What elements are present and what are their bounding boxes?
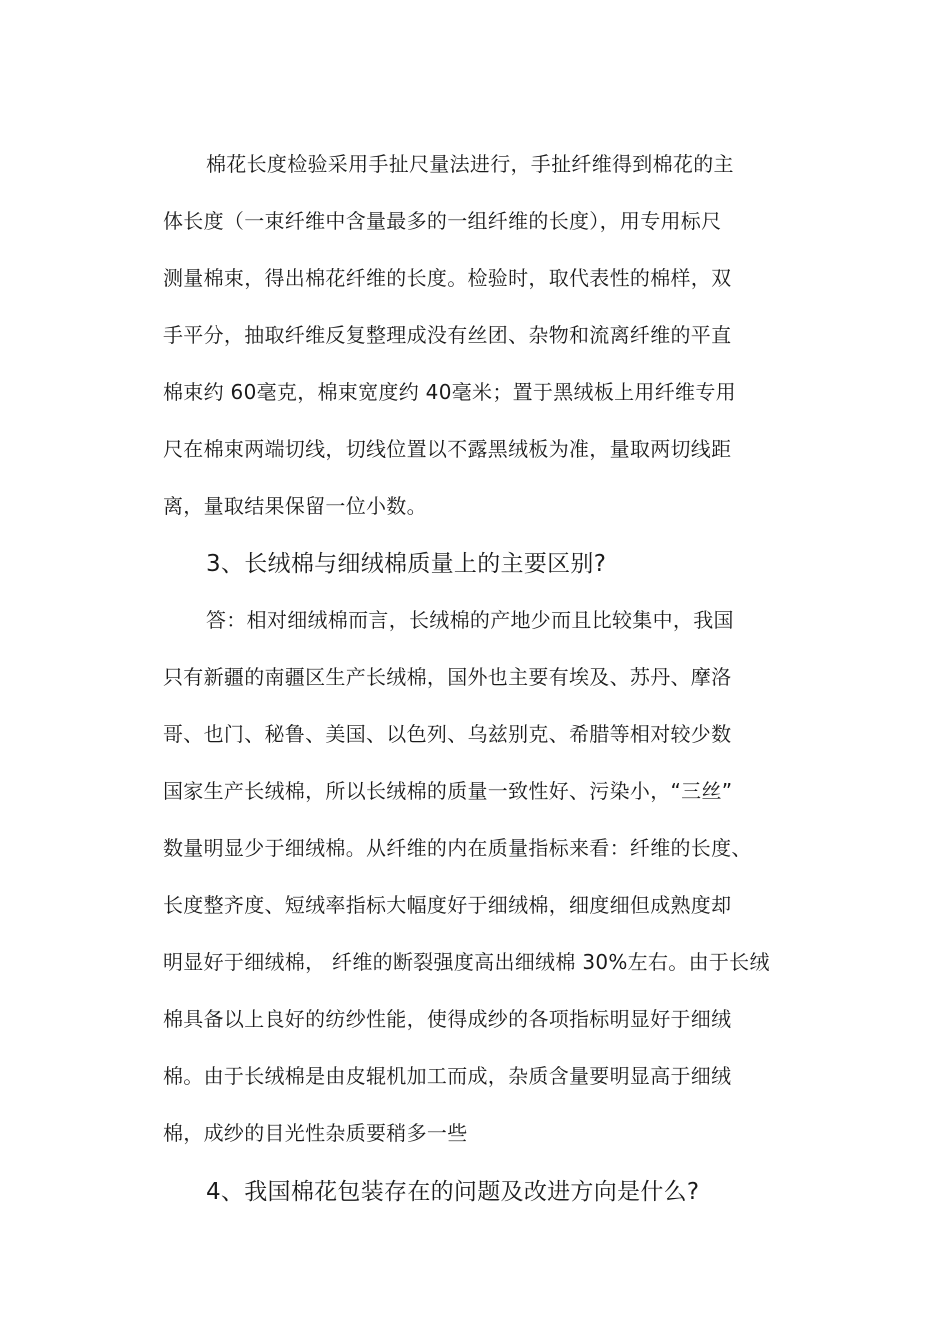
paragraph-1-line-3: 测量棉束，得出棉花纤维的长度。检验时，取代表性的棉样，双 [163,266,732,290]
paragraph-2-line-8: 棉具备以上良好的纺纱性能，使得成纱的各项指标明显好于细绒 [163,1007,732,1031]
paragraph-2-line-4: 国家生产长绒棉，所以长绒棉的质量一致性好、污染小，“三丝” [163,779,733,803]
paragraph-1-line-6: 尺在棉束两端切线，切线位置以不露黑绒板为准，量取两切线距 [163,437,732,461]
paragraph-2-line-1: 答：相对细绒棉而言，长绒棉的产地少而且比较集中，我国 [206,608,734,632]
paragraph-1-line-7: 离，量取结果保留一位小数。 [163,494,427,518]
paragraph-2-line-3: 哥、也门、秘鲁、美国、以色列、乌兹别克、希腊等相对较少数 [163,722,732,746]
paragraph-2-line-9: 棉。由于长绒棉是由皮辊机加工而成，杂质含量要明显高于细绒 [163,1064,732,1088]
paragraph-1-line-4: 手平分，抽取纤维反复整理成没有丝团、杂物和流离纤维的平直 [163,323,732,347]
paragraph-2-line-7: 明显好于细绒棉， 纤维的断裂强度高出细绒棉 30%左右。由于长绒 [163,950,770,974]
paragraph-1-line-1: 棉花长度检验采用手扯尺量法进行，手扯纤维得到棉花的主 [206,152,734,176]
paragraph-2-line-10: 棉，成纱的目光性杂质要稍多一些 [163,1121,468,1145]
paragraph-2-line-2: 只有新疆的南疆区生产长绒棉，国外也主要有埃及、苏丹、摩洛 [163,665,732,689]
section-heading-4: 4、我国棉花包装存在的问题及改进方向是什么? [206,1179,700,1205]
paragraph-2-line-5: 数量明显少于细绒棉。从纤维的内在质量指标来看：纤维的长度、 [163,836,752,860]
section-heading-3: 3、长绒棉与细绒棉质量上的主要区别? [206,551,607,577]
paragraph-2-line-6: 长度整齐度、短绒率指标大幅度好于细绒棉，细度细但成熟度却 [163,893,732,917]
paragraph-1-line-5: 棉束约 60毫克，棉束宽度约 40毫米；置于黑绒板上用纤维专用 [163,380,736,404]
paragraph-1-line-2: 体长度（一束纤维中含量最多的一组纤维的长度），用专用标尺 [163,209,722,233]
